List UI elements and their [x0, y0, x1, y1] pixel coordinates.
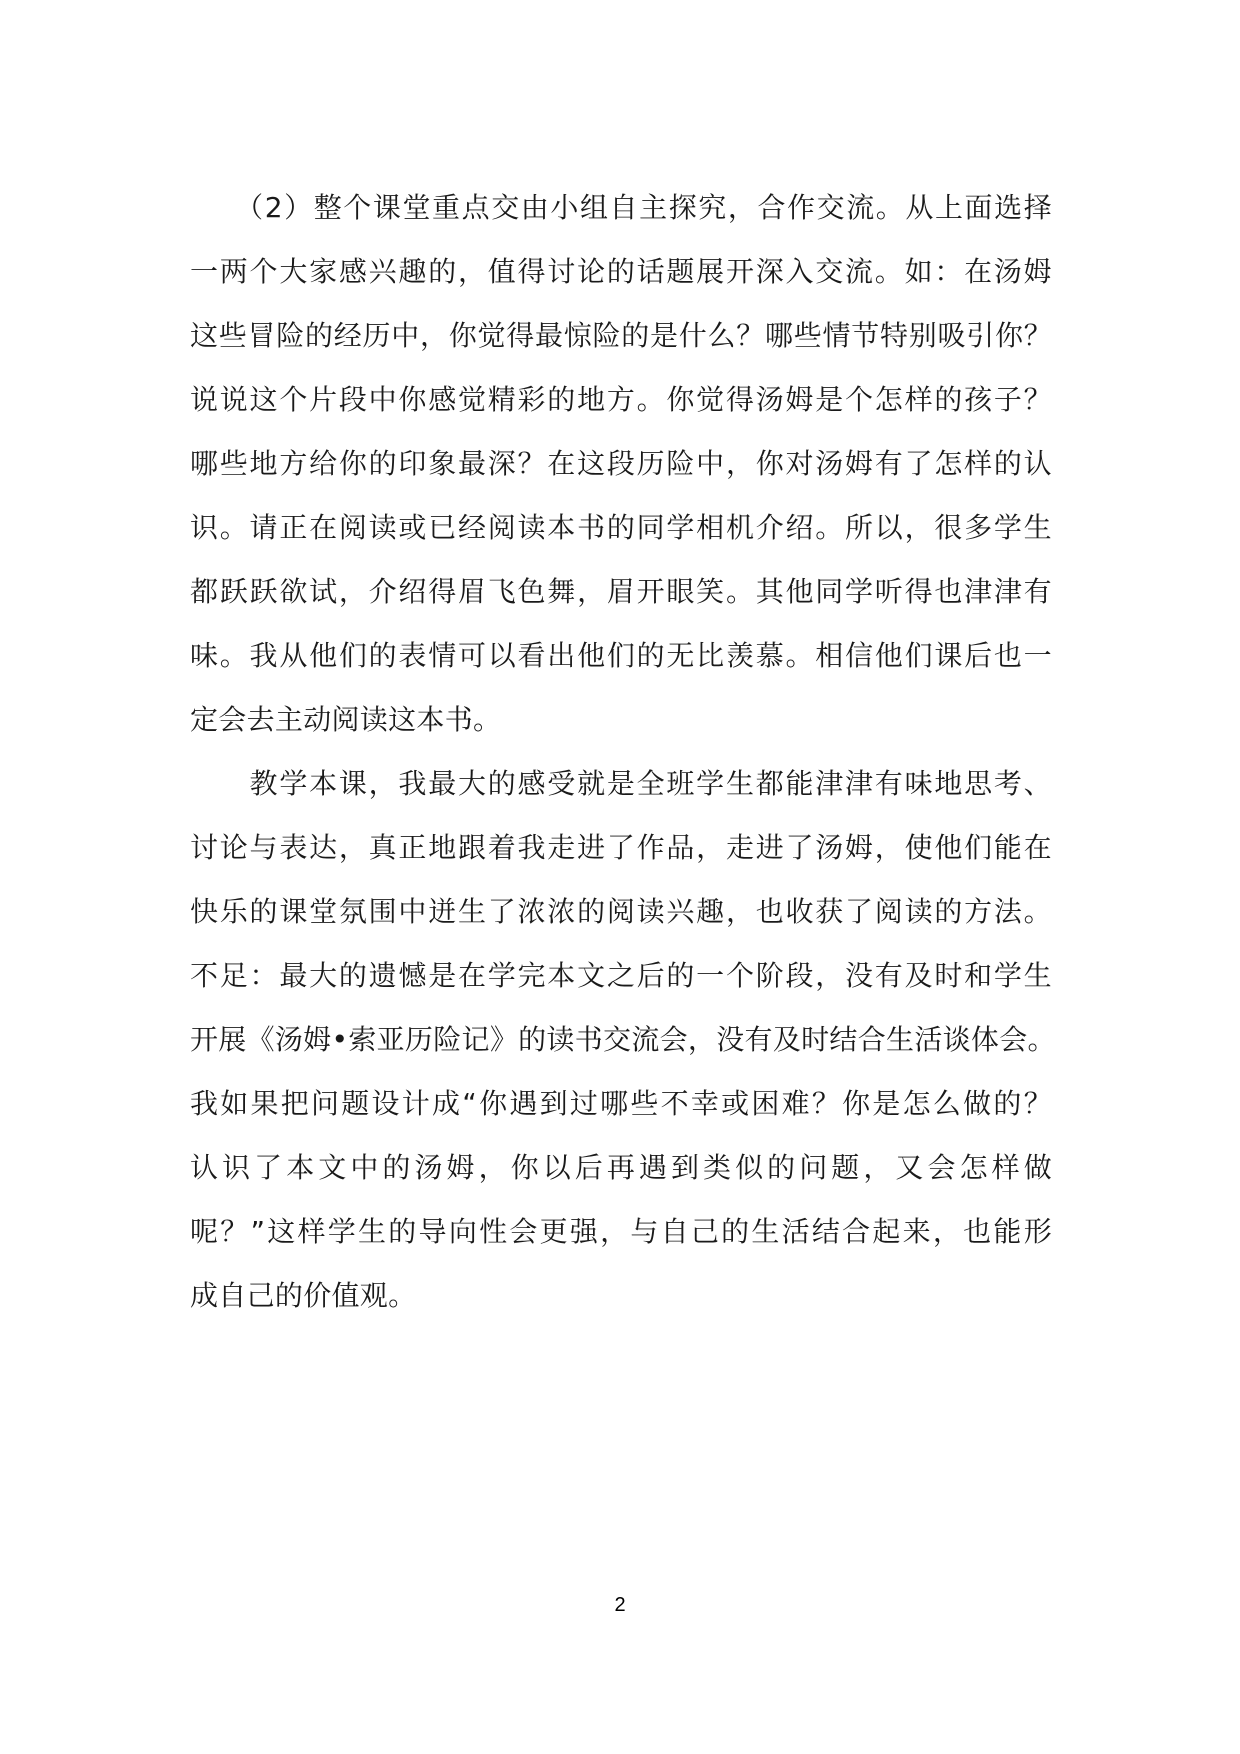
text-line: （2）整个课堂重点交由小组自主探究，合作交流。从上面选择 — [190, 191, 1052, 224]
text-line: 成自己的价值观。 — [190, 1279, 417, 1312]
paragraph-2 — [190, 752, 1056, 1328]
text-line: 定会去主动阅读这本书。 — [190, 703, 502, 736]
text-line: 我如果把问题设计成“你遇到过哪些不幸或困难？你是怎么做的？ — [190, 1087, 1052, 1120]
text-line: 认识了本文中的汤姆，你以后再遇到类似的问题，又会怎样做 — [190, 1151, 1052, 1184]
text-line: 一两个大家感兴趣的，值得讨论的话题展开深入交流。如：在汤姆 — [190, 255, 1052, 288]
text-line: 开展《汤姆•索亚历险记》的读书交流会，没有及时结合生活谈体会。 — [190, 1023, 1056, 1056]
text-line: 不足：最大的遗憾是在学完本文之后的一个阶段，没有及时和学生 — [190, 959, 1052, 992]
text-line: 说说这个片段中你感觉精彩的地方。你觉得汤姆是个怎样的孩子？ — [190, 383, 1052, 416]
text-line: 味。我从他们的表情可以看出他们的无比羡慕。相信他们课后也一 — [190, 639, 1052, 672]
text-line: 哪些地方给你的印象最深？在这段历险中，你对汤姆有了怎样的认 — [190, 447, 1052, 480]
body-text — [190, 176, 1056, 1328]
text-line: 呢？”这样学生的导向性会更强，与自己的生活结合起来，也能形 — [190, 1215, 1052, 1248]
paragraph-1 — [190, 176, 1052, 752]
text-line: 这些冒险的经历中，你觉得最惊险的是什么？哪些情节特别吸引你？ — [190, 319, 1052, 352]
page-number: 2 — [614, 1594, 626, 1616]
text-line: 识。请正在阅读或已经阅读本书的同学相机介绍。所以，很多学生 — [190, 511, 1052, 544]
text-line: 教学本课，我最大的感受就是全班学生都能津津有味地思考、 — [190, 767, 1052, 800]
text-line: 讨论与表达，真正地跟着我走进了作品，走进了汤姆，使他们能在 — [190, 831, 1052, 864]
text-line: 都跃跃欲试，介绍得眉飞色舞，眉开眼笑。其他同学听得也津津有 — [190, 575, 1052, 608]
text-line: 快乐的课堂氛围中迸生了浓浓的阅读兴趣，也收获了阅读的方法。 — [190, 895, 1052, 928]
